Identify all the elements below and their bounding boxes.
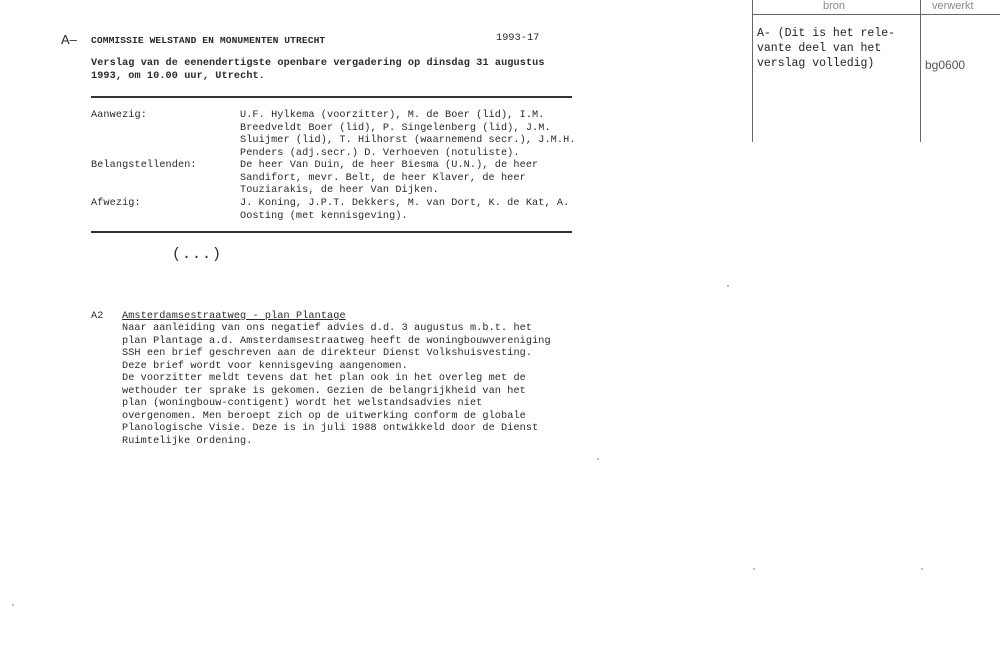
divider-bottom [91,231,572,233]
subtitle-line: Verslag van de eenendertigste openbare vergadering op dinsdag 31 augustus [91,58,545,69]
stakeholders-label: Belangstellenden: [91,160,197,171]
absent-list [240,198,569,223]
verwerkt-cell: bg0600 [925,58,966,72]
item-body-line: SSH een brief geschreven aan de direkteur Dienst Volkshuisvesting. [122,348,533,359]
table-left-border [752,0,753,142]
bron-line: A- (Dit is het rele- [757,27,896,40]
document-number: 1993-17 [496,33,540,44]
item-body-line: Planologische Visie. Deze is in juli 1988 ontwikkeld door de Dienst [122,423,539,434]
bron-cell [757,26,895,71]
present-list [240,110,576,160]
scan-speck [597,458,599,460]
item-title: Amsterdamsestraatweg - plan Plantage [122,311,346,322]
present-label: Aanwezig: [91,110,147,121]
bron-line: vante deel van het [757,42,882,55]
divider-top [91,96,572,98]
absent-line: Oosting (met kennisgeving). [240,210,408,222]
stakeholders-line: Touziarakis, de heer Van Dijken. [240,185,439,197]
present-line: Penders (adj.secr.) D. Verhoeven (notuliste). [240,147,520,159]
omission-marker: (...) [172,246,223,263]
item-body-line: Ruimtelijke Ordening. [122,436,253,447]
item-body-line: plan (woningbouw-contigent) wordt het welstandsadvies niet [122,398,483,409]
table-header-rule [752,14,1000,15]
present-line: Sluijmer (lid), T. Hilhorst (waarnemend secr.), J.M.H. [240,135,576,147]
column-header-verwerkt: verwerkt [932,0,974,12]
present-line: Breedveldt Boer (lid), P. Singelenberg (lid), J.M. [240,122,551,134]
scan-speck [727,285,729,287]
item-body-line: De voorzitter meldt tevens dat het plan ook in het overleg met de [122,373,526,384]
document-marker: A– [61,32,77,47]
column-header-bron: bron [823,0,846,12]
item-code: A2 [91,311,104,322]
present-line: U.F. Hylkema (voorzitter), M. de Boer (lid), I.M. [240,110,545,121]
item-body-line: plan Plantage a.d. Amsterdamsestraatweg heeft de woningbouwvereniging [122,336,551,347]
item-body-line: wethouder ter sprake is gekomen. Gezien de belangrijkheid van het [122,386,526,397]
item-body-line: Deze brief wordt voor kennisgeving aangenomen. [122,361,408,372]
absent-line: J. Koning, J.P.T. Dekkers, M. van Dort, K. de Kat, A. [240,198,570,209]
bron-line: verslag volledig) [757,57,875,70]
absent-label: Afwezig: [91,198,141,209]
committee-name: COMMISSIE WELSTAND EN MONUMENTEN UTRECHT [91,35,326,46]
subtitle-line: 1993, om 10.00 uur, Utrecht. [91,71,265,82]
stakeholders-line: De heer Van Duin, de heer Biesma (U.N.), de heer [240,160,539,171]
scan-speck [12,604,14,606]
stakeholders-list [240,160,538,198]
item-body-line: overgenomen. Men beroept zich op de uitwerking conform de globale [122,411,526,422]
item-body-line: Naar aanleiding van ons negatief advies d.d. 3 augustus m.b.t. het [122,323,533,334]
scan-speck [921,568,923,570]
stakeholders-line: Sandifort, mevr. Belt, de heer Klaver, de heer [240,172,526,184]
scan-speck [753,568,755,570]
table-column-divider [920,0,921,142]
